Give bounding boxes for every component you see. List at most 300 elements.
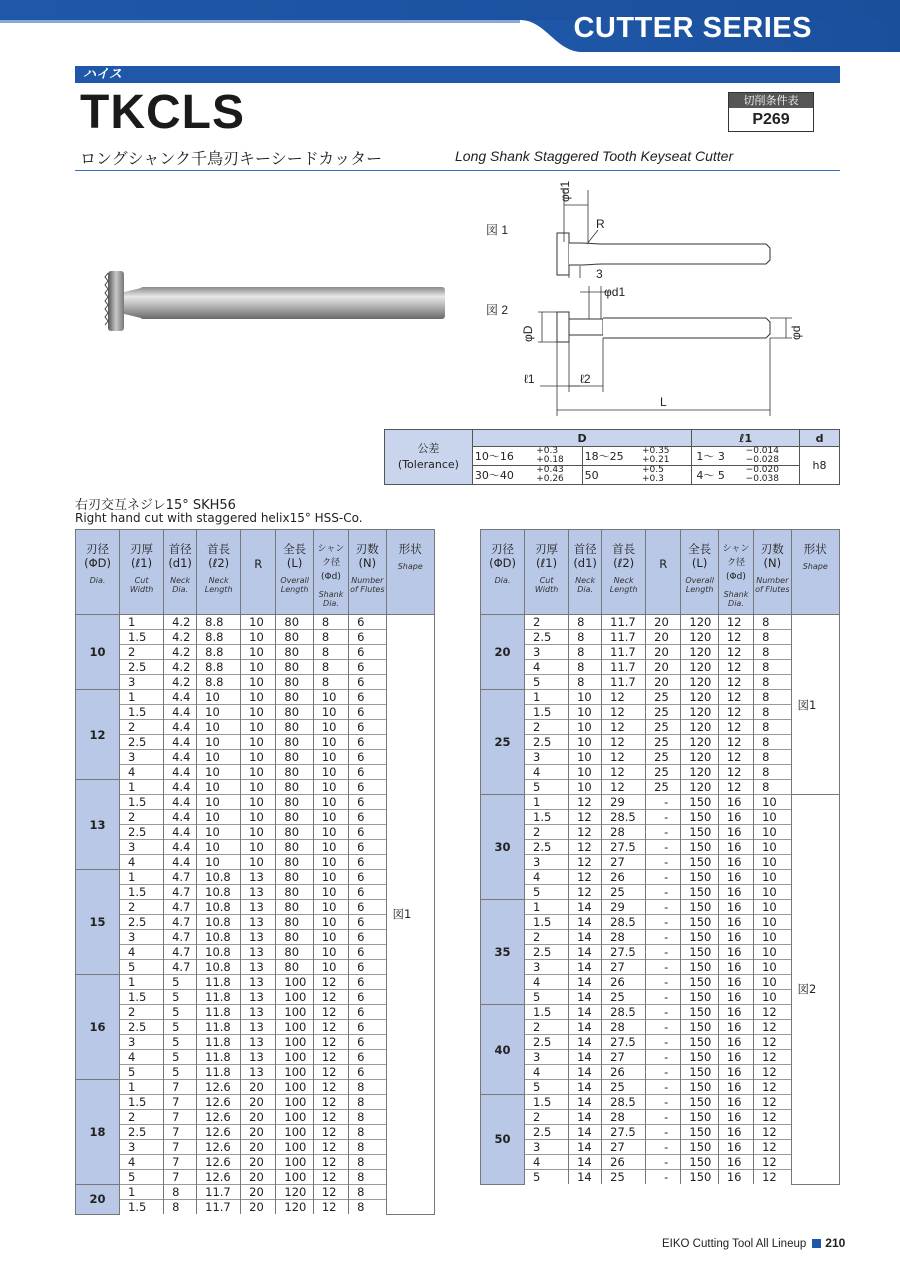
cell: 8 (754, 645, 791, 660)
series-title: CUTTER SERIES (573, 12, 812, 44)
cell: 5 (164, 1005, 197, 1020)
fig2-d-label: φd (789, 325, 803, 340)
col-header-6 (313, 530, 348, 615)
table-row (481, 1110, 840, 1125)
cell: 10 (569, 705, 602, 720)
cell: 8 (754, 675, 791, 690)
cell: 12 (718, 750, 753, 765)
cell: 6 (349, 660, 386, 675)
cell: 14 (569, 1170, 602, 1185)
cell: 10 (241, 810, 276, 825)
cell: 4.7 (164, 900, 197, 915)
col-header-3 (602, 530, 646, 615)
cell: 20 (646, 630, 681, 645)
cell: - (646, 945, 681, 960)
table-row (76, 990, 435, 1005)
tol-col-d: d (800, 430, 840, 447)
header-row (481, 530, 840, 615)
cell: 10 (313, 945, 348, 960)
cell: 10 (313, 870, 348, 885)
col-header-8 (791, 530, 839, 615)
dia-cell: 13 (76, 780, 120, 870)
col-header-jp: R (659, 557, 668, 571)
cell: 16 (718, 915, 753, 930)
cell: 13 (241, 1035, 276, 1050)
cell: 1 (120, 615, 164, 630)
table-row (76, 1185, 435, 1200)
cell: 14 (569, 1155, 602, 1170)
cell: 8 (349, 1170, 386, 1185)
cell: 14 (569, 1005, 602, 1020)
cell: 5 (164, 1065, 197, 1080)
cell: 10 (313, 855, 348, 870)
cell: 16 (718, 1170, 753, 1185)
cell: 12 (602, 720, 646, 735)
cell: 4.4 (164, 705, 197, 720)
cell: - (646, 1050, 681, 1065)
cell: 12.6 (197, 1125, 241, 1140)
cell: - (646, 1095, 681, 1110)
cell: 1 (120, 1080, 164, 1095)
cell: 12.6 (197, 1170, 241, 1185)
tolerance-label: 公差 (Tolerance) (385, 430, 473, 485)
cell: 100 (276, 1125, 313, 1140)
col-header-5 (276, 530, 313, 615)
shape-cell: 図2 (791, 795, 839, 1185)
cell: 16 (718, 1005, 753, 1020)
cell: 11.8 (197, 1005, 241, 1020)
cell: - (646, 825, 681, 840)
cell: 25 (602, 1080, 646, 1095)
cell: 2.5 (525, 840, 569, 855)
col-header-jp: シャンク径 (Φd) (317, 544, 345, 582)
cell: 4 (120, 945, 164, 960)
cell: 120 (276, 1185, 313, 1200)
cell: 10 (754, 990, 791, 1005)
cell: 11.8 (197, 975, 241, 990)
cell: - (646, 960, 681, 975)
cell: 28.5 (602, 1095, 646, 1110)
product-name-en: Long Shank Staggered Tooth Keyseat Cutter (455, 148, 734, 164)
cell: 1 (120, 1185, 164, 1200)
col-header-en: Neck Dia. (170, 576, 191, 594)
cell: 150 (681, 1080, 718, 1095)
table-row (76, 1125, 435, 1140)
cell: 27.5 (602, 1035, 646, 1050)
cell: 12 (569, 795, 602, 810)
cell: 11.7 (197, 1185, 241, 1200)
col-header-en: Shape (397, 562, 423, 571)
cell: 12 (313, 1005, 348, 1020)
cell: 10 (754, 915, 791, 930)
col-header-en: Cut Width (534, 576, 559, 594)
cell: 16 (718, 990, 753, 1005)
cell: 10 (197, 765, 241, 780)
cell: 6 (349, 1020, 386, 1035)
cell: 7 (164, 1125, 197, 1140)
cell: 100 (276, 1035, 313, 1050)
cell: 10 (569, 735, 602, 750)
cell: 20 (646, 675, 681, 690)
cell: 12 (569, 885, 602, 900)
cell: 5 (120, 1065, 164, 1080)
cell: 80 (276, 660, 313, 675)
cell: - (646, 900, 681, 915)
cell: 12 (754, 1050, 791, 1065)
spec-table-right (480, 529, 840, 1185)
cell: - (646, 975, 681, 990)
cell: - (646, 1005, 681, 1020)
header-row (76, 530, 435, 615)
table-row (76, 1050, 435, 1065)
cell: 1 (525, 900, 569, 915)
cutting-condition-ref[interactable] (728, 92, 814, 132)
cell: 16 (718, 900, 753, 915)
helix-note-en: Right hand cut with staggered helix15° HSS-Co. (75, 511, 363, 525)
cell: - (646, 1065, 681, 1080)
cell: 8 (569, 615, 602, 630)
cell: 80 (276, 675, 313, 690)
cell: 120 (681, 675, 718, 690)
col-header-4 (646, 530, 681, 615)
table-row (481, 870, 840, 885)
col-header-jp: 首長 (ℓ2) (207, 542, 231, 570)
cell: - (646, 855, 681, 870)
cell: 2.5 (120, 915, 164, 930)
cell: 3 (525, 855, 569, 870)
cell: 4.7 (164, 945, 197, 960)
cell: 4.7 (164, 930, 197, 945)
model-title: TKCLS (80, 86, 245, 139)
cell: 150 (681, 930, 718, 945)
cell: 10 (241, 645, 276, 660)
dia-cell: 12 (76, 690, 120, 780)
cell: 12 (569, 855, 602, 870)
table-row (76, 1095, 435, 1110)
cell: 10 (241, 735, 276, 750)
table-row (481, 720, 840, 735)
shape-cell: 図1 (791, 615, 839, 795)
cell: 10 (754, 855, 791, 870)
cell: 11.7 (602, 660, 646, 675)
cell: 20 (646, 660, 681, 675)
fig1-r-label: R (596, 217, 605, 231)
cell: 80 (276, 915, 313, 930)
cell: 14 (569, 1065, 602, 1080)
table-row (481, 1155, 840, 1170)
fig1-d1-label: φd1 (558, 180, 572, 202)
cell: 1.5 (525, 705, 569, 720)
cell: 16 (718, 870, 753, 885)
cell: 12.6 (197, 1095, 241, 1110)
col-header-en: Dia. (494, 576, 511, 585)
cell: 8 (569, 660, 602, 675)
table-row (76, 960, 435, 975)
cell: 10 (197, 705, 241, 720)
table-row (481, 915, 840, 930)
cell: 10 (313, 900, 348, 915)
cell: 12 (754, 1125, 791, 1140)
table-row (76, 705, 435, 720)
col-header-jp: R (254, 557, 263, 571)
col-header-en: Shape (802, 562, 828, 571)
cell: 1 (525, 690, 569, 705)
dia-cell: 20 (76, 1185, 120, 1215)
table-row (481, 945, 840, 960)
cell: 14 (569, 960, 602, 975)
cell: 150 (681, 1005, 718, 1020)
col-header-jp: 刃数 (N) (760, 542, 784, 570)
cell: 10 (754, 930, 791, 945)
fig2-L-label: L (660, 395, 667, 409)
cell: 8 (164, 1200, 197, 1215)
cell: 150 (681, 1035, 718, 1050)
cell: 10 (754, 795, 791, 810)
cell: 8.8 (197, 645, 241, 660)
cell: 7 (164, 1095, 197, 1110)
cell: 6 (349, 645, 386, 660)
cell: 2.5 (120, 1020, 164, 1035)
cell: 1 (120, 780, 164, 795)
col-header-en: Overall Length (685, 576, 714, 594)
cond-label: 切削条件表 (729, 93, 813, 108)
cell: 1.5 (120, 885, 164, 900)
cell: 14 (569, 1110, 602, 1125)
cell: 150 (681, 1125, 718, 1140)
cell: 6 (349, 855, 386, 870)
cell: 12 (718, 780, 753, 795)
fig2-l2-label: ℓ2 (580, 372, 591, 386)
cell: 4 (120, 1050, 164, 1065)
cell: 13 (241, 930, 276, 945)
cell: 4.4 (164, 735, 197, 750)
cell: 12 (754, 1020, 791, 1035)
cell: 2 (120, 720, 164, 735)
cell: 8 (313, 630, 348, 645)
cell: 4.7 (164, 885, 197, 900)
cell: 16 (718, 945, 753, 960)
cell: 8 (349, 1125, 386, 1140)
cell: 2 (525, 1020, 569, 1035)
cell: 10 (241, 750, 276, 765)
cell: 10 (313, 750, 348, 765)
cell: 20 (241, 1155, 276, 1170)
cell: 14 (569, 975, 602, 990)
fig1-3-label: 3 (596, 267, 603, 281)
tol-r1-c: 1〜 3 (692, 447, 744, 466)
dia-cell: 25 (481, 690, 525, 795)
col-header-jp: 形状 (398, 542, 422, 556)
cell: 5 (525, 1170, 569, 1185)
cell: 150 (681, 885, 718, 900)
cell: 11.8 (197, 1035, 241, 1050)
cell: 26 (602, 1065, 646, 1080)
tolerance-table (384, 429, 840, 485)
col-header-7 (349, 530, 386, 615)
cell: - (646, 1125, 681, 1140)
cell: 27.5 (602, 1125, 646, 1140)
cell: - (646, 915, 681, 930)
col-header-0 (481, 530, 525, 615)
table-row (481, 1050, 840, 1065)
cell: 7 (164, 1155, 197, 1170)
col-header-jp: シャンク径 (Φd) (722, 544, 750, 582)
cell: 4 (525, 765, 569, 780)
cell: 120 (681, 690, 718, 705)
cell: 16 (718, 795, 753, 810)
cell: 12 (718, 615, 753, 630)
dia-cell: 20 (481, 615, 525, 690)
footer-square-icon (812, 1239, 821, 1248)
cell: 10 (313, 930, 348, 945)
cell: 80 (276, 780, 313, 795)
cell: 10.8 (197, 960, 241, 975)
cell: 8 (313, 675, 348, 690)
cell: 27 (602, 960, 646, 975)
cell: 120 (681, 750, 718, 765)
col-header-4 (241, 530, 276, 615)
cell: 13 (241, 900, 276, 915)
cell: 10 (754, 870, 791, 885)
col-header-en: Neck Dia. (575, 576, 596, 594)
cell: 14 (569, 930, 602, 945)
cell: 5 (164, 1020, 197, 1035)
table-row (76, 855, 435, 870)
table-row (76, 825, 435, 840)
col-header-en: Cut Width (129, 576, 154, 594)
dia-cell: 35 (481, 900, 525, 1005)
cell: 6 (349, 990, 386, 1005)
cell: 12 (754, 1095, 791, 1110)
cell: 16 (718, 930, 753, 945)
cell: 12 (569, 810, 602, 825)
cell: 27 (602, 1050, 646, 1065)
cell: - (646, 1080, 681, 1095)
helix-note-jp: 右刃交互ネジレ15° SKH56 (75, 498, 236, 513)
cell: 10 (313, 960, 348, 975)
cell: 29 (602, 900, 646, 915)
table-row (481, 1005, 840, 1020)
fig1-label: 図 1 (486, 223, 509, 237)
cell: 12 (313, 1110, 348, 1125)
cell: 80 (276, 735, 313, 750)
cell: 8 (349, 1155, 386, 1170)
product-name-jp: ロングシャンク千鳥刃キーシードカッター (80, 149, 383, 168)
col-header-en (241, 571, 275, 601)
cell: 8 (569, 645, 602, 660)
cell: 10.8 (197, 915, 241, 930)
cell: 12 (718, 705, 753, 720)
cell: 6 (349, 1050, 386, 1065)
cell: 10 (569, 690, 602, 705)
cell: 150 (681, 825, 718, 840)
cell: 80 (276, 615, 313, 630)
cell: 150 (681, 990, 718, 1005)
cell: 1.5 (120, 795, 164, 810)
cell: 120 (681, 660, 718, 675)
cell: 10.8 (197, 930, 241, 945)
cell: 8.8 (197, 675, 241, 690)
cell: 3 (525, 645, 569, 660)
cell: 1 (120, 690, 164, 705)
cell: 14 (569, 1140, 602, 1155)
cond-page: P269 (752, 111, 790, 128)
cell: 12 (313, 1170, 348, 1185)
col-header-jp: 全長 (L) (688, 542, 712, 570)
cell: 6 (349, 900, 386, 915)
cell: 12 (602, 750, 646, 765)
cell: 1.5 (525, 1095, 569, 1110)
cell: 4.2 (164, 675, 197, 690)
cell: 3 (120, 1140, 164, 1155)
cell: 10 (754, 945, 791, 960)
cell: 14 (569, 990, 602, 1005)
fig2-label: 図 2 (486, 303, 509, 317)
cell: 10 (313, 885, 348, 900)
cell: 150 (681, 810, 718, 825)
cell: 120 (681, 645, 718, 660)
cell: 1.5 (120, 630, 164, 645)
cell: 4.4 (164, 750, 197, 765)
cell: 25 (646, 750, 681, 765)
cell: 150 (681, 1095, 718, 1110)
cell: 6 (349, 810, 386, 825)
col-header-5 (681, 530, 718, 615)
tol-r2-b: 50 (582, 466, 640, 485)
cell: 5 (164, 990, 197, 1005)
cell: 3 (525, 1050, 569, 1065)
cell: 8 (349, 1080, 386, 1095)
cell: 1 (120, 975, 164, 990)
cell: 20 (241, 1140, 276, 1155)
cell: 16 (718, 825, 753, 840)
cell: 8 (569, 675, 602, 690)
cell: 6 (349, 795, 386, 810)
table-row (76, 945, 435, 960)
cell: 5 (164, 1035, 197, 1050)
cell: 3 (120, 675, 164, 690)
cell: 10.8 (197, 885, 241, 900)
cell: 5 (525, 780, 569, 795)
cell: 120 (681, 780, 718, 795)
tol-col-D: D (472, 430, 691, 447)
cell: 4.4 (164, 690, 197, 705)
cell: 4 (120, 765, 164, 780)
cell: 28 (602, 930, 646, 945)
table-row (481, 885, 840, 900)
cell: 120 (681, 615, 718, 630)
cell: - (646, 840, 681, 855)
table-row (76, 660, 435, 675)
cell: 10 (313, 825, 348, 840)
cell: 10 (241, 675, 276, 690)
cell: 20 (241, 1080, 276, 1095)
cell: 80 (276, 645, 313, 660)
cell: 80 (276, 705, 313, 720)
col-header-3 (197, 530, 241, 615)
cell: 10 (241, 855, 276, 870)
cell: 10 (241, 660, 276, 675)
col-header-1 (120, 530, 164, 615)
cell: 150 (681, 1155, 718, 1170)
cell: 10 (197, 750, 241, 765)
cell: 10 (197, 825, 241, 840)
cell: 120 (681, 630, 718, 645)
cell: 14 (569, 1080, 602, 1095)
cell: 8 (569, 630, 602, 645)
cell: 2 (525, 720, 569, 735)
col-header-en: Number of Flutes (350, 576, 385, 594)
